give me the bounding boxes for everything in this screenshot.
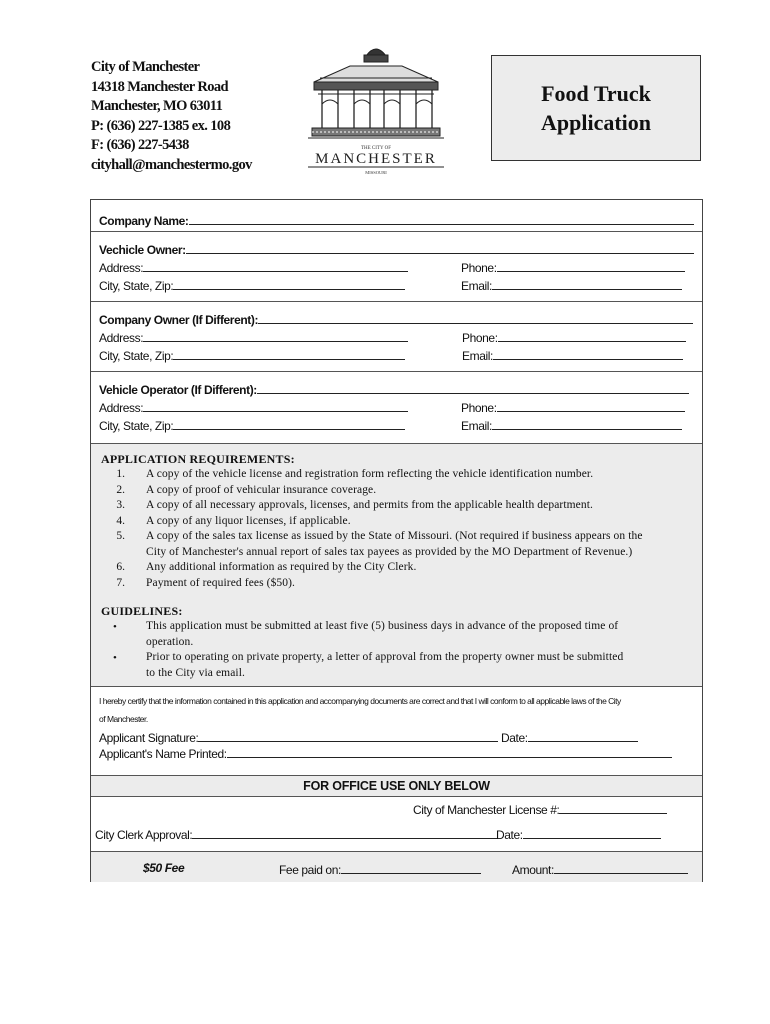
guideline-text-continued: to the City via email. [146,666,245,679]
vehicle-operator-phone-field[interactable] [497,400,685,412]
address-row [99,260,408,275]
guideline-bullet: • [113,621,117,633]
requirement-text: Payment of required fees ($50). [146,576,296,589]
logo-name: MANCHESTER [315,151,437,167]
company-name-row [99,213,694,228]
signature-label: Applicant Signature: [99,731,199,745]
building-logo-icon [300,42,452,177]
clerk-approval-field[interactable] [192,827,497,839]
license-number-field[interactable] [559,802,667,814]
address-row [99,330,408,345]
fee-paid-date-field[interactable] [341,862,481,874]
signature-field[interactable] [198,730,498,742]
guideline-text: Prior to operating on private property, a letter of approval from the property owner must be submitted [146,651,624,663]
fee-amount-label: $50 Fee [143,861,185,875]
guideline-bullet: • [113,652,117,664]
guidelines-heading: GUIDELINES: [101,604,183,618]
vehicle-owner-row [99,242,694,257]
name-printed-row [99,746,672,761]
requirements-section [91,444,702,687]
phone-label: Phone: [461,261,497,275]
city-state-zip-label: City, State, Zip: [99,419,174,433]
fee-paid-row [279,862,481,877]
company-owner-email-field[interactable] [493,348,683,360]
phone-row [462,330,686,345]
vehicle-owner-field[interactable] [186,242,694,254]
vehicle-operator-email-field[interactable] [492,418,682,430]
phone-row [461,260,685,275]
clerk-date-row [496,827,661,842]
clerk-date-field[interactable] [523,827,661,839]
office-use-header: FOR OFFICE USE ONLY BELOW [91,775,702,797]
vehicle-owner-city-field[interactable] [173,278,405,290]
company-owner-row [99,312,693,327]
phone-line: P: (636) 227-1385 ex. 108 [91,117,231,134]
amount-label: Amount: [512,863,554,877]
city-state-zip-row [99,348,405,363]
fax-line: F: (636) 227-5438 [91,137,189,154]
requirement-number: 3. [116,499,125,511]
city-state-zip-row [99,418,405,433]
city-address-block [91,58,291,176]
company-name-field[interactable] [189,213,694,225]
guideline-text: This application must be submitted at least five (5) business days in advance of the proposed time of [146,620,619,632]
vehicle-operator-field[interactable] [257,382,689,394]
guideline-text-continued: operation. [146,635,194,648]
date-label: Date: [501,731,528,745]
title-line-1: Food Truck [541,81,651,106]
requirement-number: 1. [116,468,125,480]
certification-text: I hereby certify that the information contained in this application and accompanying documents are correct and that I will conform to all applicable laws of the City [99,696,621,706]
company-owner-address-field[interactable] [143,330,408,342]
fee-section [91,851,702,882]
phone-label: Phone: [462,331,498,345]
company-owner-phone-field[interactable] [498,330,686,342]
company-name-label: Company Name: [99,214,189,228]
vehicle-owner-section [91,232,702,302]
license-label: City of Manchester License #: [413,803,560,817]
email-row [461,278,682,293]
requirement-number: 7. [116,576,125,589]
vehicle-operator-row [99,382,689,397]
email-label: Email: [461,419,492,433]
requirement-number: 6. [116,561,125,573]
name-printed-label: Applicant's Name Printed: [99,747,227,761]
company-owner-city-field[interactable] [173,348,405,360]
requirement-text: A copy of proof of vehicular insurance coverage. [146,483,377,496]
vehicle-owner-address-field[interactable] [143,260,408,272]
address-line: City of Manchester [91,59,200,75]
city-state-zip-row [99,278,405,293]
signature-date-field[interactable] [528,730,638,742]
logo-small-top: THE CITY OF [360,146,392,151]
title-box [491,55,701,161]
title-line-2: Application [540,110,652,135]
city-state-zip-label: City, State, Zip: [99,349,174,363]
application-form [90,199,703,882]
email-row [462,348,683,363]
fee-paid-label: Fee paid on: [279,863,341,877]
amount-row [512,862,688,877]
requirement-text: A copy of the vehicle license and registration form reflecting the vehicle identification number. [146,468,594,480]
requirement-number: 5. [116,530,125,542]
email-label: Email: [461,279,492,293]
email-line: cityhall@manchestermo.gov [91,156,252,173]
address-label: Address: [99,401,144,415]
vehicle-operator-section [91,372,702,444]
amount-field[interactable] [554,862,688,874]
requirement-text: A copy of all necessary approvals, licenses, and permits from the applicable health department. [146,499,593,511]
vehicle-operator-address-field[interactable] [143,400,408,412]
signature-row [99,730,498,745]
vehicle-owner-label: Vechicle Owner: [99,243,186,257]
vehicle-owner-email-field[interactable] [492,278,682,290]
signature-date-row [501,730,638,745]
phone-label: Phone: [461,401,497,415]
company-owner-section [91,302,702,372]
company-owner-field[interactable] [258,312,693,324]
email-row [461,418,682,433]
address-row [99,400,408,415]
address-line: 14318 Manchester Road [91,78,228,95]
certification-text-continued: of Manchester. [99,714,148,724]
city-state-zip-label: City, State, Zip: [99,279,174,293]
company-name-section [91,200,702,232]
clerk-approval-label: City Clerk Approval: [95,828,193,842]
address-label: Address: [99,331,144,345]
company-owner-label: Company Owner (If Different): [99,313,259,327]
address-label: Address: [99,261,144,275]
phone-row [461,400,685,415]
requirement-text: A copy of any liquor licenses, if applicable. [146,514,351,527]
address-line: Manchester, MO 63011 [91,98,223,115]
logo-small-bottom: MISSOURI [365,170,387,175]
requirement-number: 2. [116,483,125,496]
date-label: Date: [496,828,523,842]
vehicle-operator-label: Vehicle Operator (If Different): [99,383,257,397]
city-logo [300,42,452,177]
requirement-text-continued: City of Manchester's annual report of sales tax payees as provided by the MO Department of Revenue.) [146,545,633,558]
email-label: Email: [462,349,493,363]
requirement-text: Any additional information as required by the City Clerk. [146,561,417,573]
requirement-text: A copy of the sales tax license as issued by the State of Missouri. (Not required if business appears on the [146,530,643,542]
vehicle-operator-city-field[interactable] [173,418,405,430]
requirement-number: 4. [116,514,125,527]
requirements-heading: APPLICATION REQUIREMENTS: [101,452,295,466]
license-row [413,802,667,817]
vehicle-owner-phone-field[interactable] [497,260,685,272]
clerk-approval-row [95,827,497,842]
name-printed-field[interactable] [227,746,672,758]
